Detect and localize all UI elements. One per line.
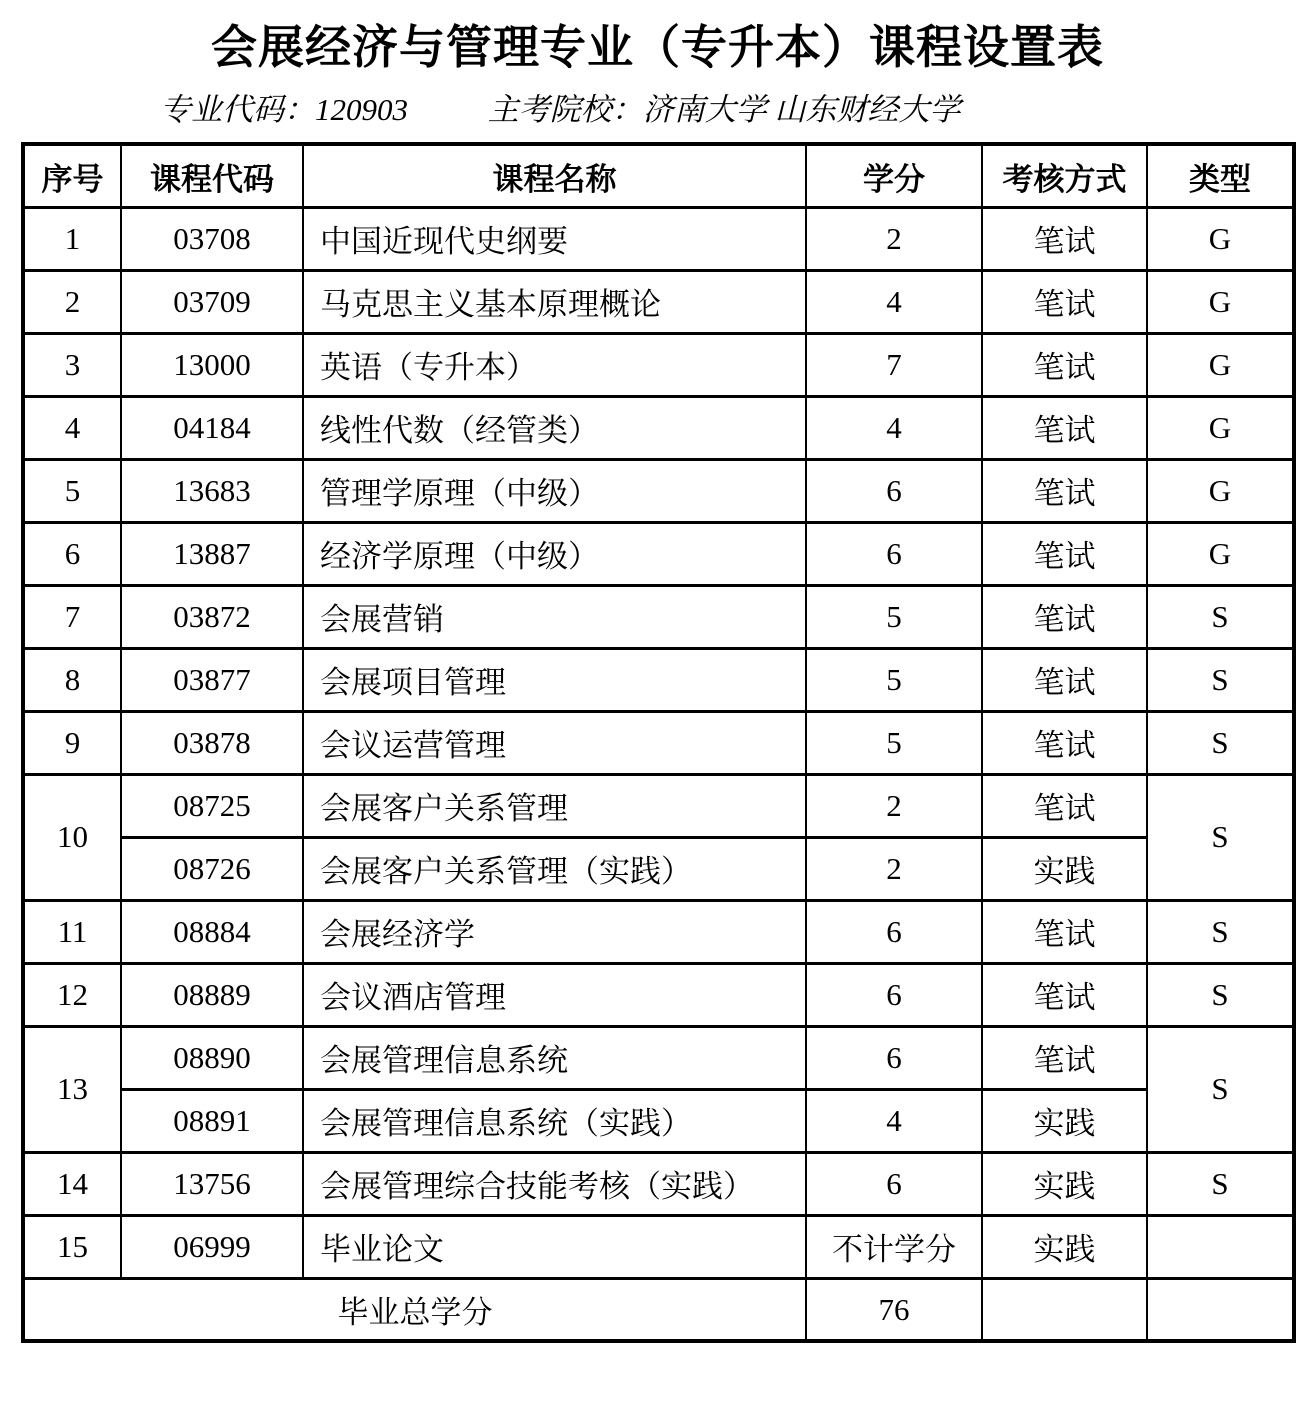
- seq-cell: 4: [23, 396, 121, 459]
- credits-cell: 6: [806, 1152, 982, 1215]
- total-credits-cell: 76: [806, 1278, 982, 1341]
- table-row: [23, 711, 1294, 774]
- seq-cell: 3: [23, 333, 121, 396]
- course-code-cell: 03878: [121, 711, 303, 774]
- course-name-cell: 会展管理信息系统: [303, 1026, 806, 1089]
- course-code-cell: 13000: [121, 333, 303, 396]
- document-page: [0, 20, 1315, 1405]
- course-code-cell: 03709: [121, 270, 303, 333]
- credits-cell: 2: [806, 837, 982, 900]
- host-school-label: 主考院校：: [487, 92, 643, 128]
- major-code: [160, 92, 408, 127]
- credits-cell: 5: [806, 585, 982, 648]
- seq-cell: 12: [23, 963, 121, 1026]
- exam-method-cell: 笔试: [982, 396, 1147, 459]
- type-cell: S: [1147, 900, 1294, 963]
- course-name-cell: 会展经济学: [303, 900, 806, 963]
- course-name-cell: 会展营销: [303, 585, 806, 648]
- course-name-cell: 马克思主义基本原理概论: [303, 270, 806, 333]
- seq-cell: 11: [23, 900, 121, 963]
- course-code-cell: 06999: [121, 1215, 303, 1278]
- seq-cell: 8: [23, 648, 121, 711]
- seq-cell: 5: [23, 459, 121, 522]
- exam-method-cell: 实践: [982, 837, 1147, 900]
- header-type: 类型: [1147, 144, 1294, 207]
- exam-method-cell: 笔试: [982, 585, 1147, 648]
- credits-cell: 不计学分: [806, 1215, 982, 1278]
- course-table-body: [23, 207, 1294, 1341]
- exam-method-cell: 笔试: [982, 207, 1147, 270]
- type-cell: S: [1147, 711, 1294, 774]
- course-code-cell: 03877: [121, 648, 303, 711]
- credits-cell: 6: [806, 900, 982, 963]
- course-name-cell: 经济学原理（中级）: [303, 522, 806, 585]
- header-row: [23, 144, 1294, 207]
- credits-cell: 6: [806, 1026, 982, 1089]
- table-row: [23, 207, 1294, 270]
- type-cell: [1147, 1278, 1294, 1341]
- course-table-head: [23, 144, 1294, 207]
- credits-cell: 4: [806, 396, 982, 459]
- credits-cell: 5: [806, 711, 982, 774]
- seq-cell: 14: [23, 1152, 121, 1215]
- type-cell: S: [1147, 774, 1294, 900]
- table-row: [23, 396, 1294, 459]
- course-name-cell: 会展管理综合技能考核（实践）: [303, 1152, 806, 1215]
- header-course-code: 课程代码: [121, 144, 303, 207]
- table-row: [23, 837, 1294, 900]
- course-code-cell: 08884: [121, 900, 303, 963]
- exam-method-cell: 实践: [982, 1215, 1147, 1278]
- credits-cell: 6: [806, 963, 982, 1026]
- seq-cell: 9: [23, 711, 121, 774]
- course-code-cell: 08726: [121, 837, 303, 900]
- course-code-cell: 13887: [121, 522, 303, 585]
- type-cell: S: [1147, 1026, 1294, 1152]
- exam-method-cell: 笔试: [982, 333, 1147, 396]
- table-row: [23, 270, 1294, 333]
- course-code-cell: 13683: [121, 459, 303, 522]
- footer-label-cell: 毕业总学分: [23, 1278, 806, 1341]
- course-name-cell: 会展管理信息系统（实践）: [303, 1089, 806, 1152]
- type-cell: G: [1147, 333, 1294, 396]
- type-cell: S: [1147, 648, 1294, 711]
- table-row: [23, 900, 1294, 963]
- course-name-cell: 会议运营管理: [303, 711, 806, 774]
- type-cell: G: [1147, 522, 1294, 585]
- course-name-cell: 英语（专升本）: [303, 333, 806, 396]
- major-code-label: 专业代码：: [160, 92, 315, 128]
- table-row: [23, 459, 1294, 522]
- credits-cell: 6: [806, 459, 982, 522]
- course-name-cell: 毕业论文: [303, 1215, 806, 1278]
- seq-cell: 15: [23, 1215, 121, 1278]
- type-cell: [1147, 1215, 1294, 1278]
- course-name-cell: 会展项目管理: [303, 648, 806, 711]
- exam-method-cell: 笔试: [982, 900, 1147, 963]
- course-code-cell: 08890: [121, 1026, 303, 1089]
- course-code-cell: 08891: [121, 1089, 303, 1152]
- table-row: [23, 1278, 1294, 1341]
- exam-method-cell: 实践: [982, 1152, 1147, 1215]
- course-name-cell: 会展客户关系管理（实践）: [303, 837, 806, 900]
- table-row: [23, 774, 1294, 837]
- exam-method-cell: 笔试: [982, 522, 1147, 585]
- table-row: [23, 648, 1294, 711]
- table-row: [23, 963, 1294, 1026]
- course-table: [21, 142, 1296, 1343]
- exam-method-cell: [982, 1278, 1147, 1341]
- host-schools: [488, 92, 961, 127]
- type-cell: G: [1147, 396, 1294, 459]
- table-row: [23, 522, 1294, 585]
- table-row: [23, 1215, 1294, 1278]
- table-row: [23, 1026, 1294, 1089]
- exam-method-cell: 笔试: [982, 648, 1147, 711]
- exam-method-cell: 笔试: [982, 963, 1147, 1026]
- header-exam-method: 考核方式: [982, 144, 1147, 207]
- table-row: [23, 1152, 1294, 1215]
- seq-cell: 13: [23, 1026, 121, 1152]
- seq-cell: 1: [23, 207, 121, 270]
- type-cell: S: [1147, 963, 1294, 1026]
- credits-cell: 4: [806, 270, 982, 333]
- seq-cell: 2: [23, 270, 121, 333]
- type-cell: G: [1147, 270, 1294, 333]
- header-course-name: 课程名称: [303, 144, 806, 207]
- type-cell: S: [1147, 1152, 1294, 1215]
- credits-cell: 7: [806, 333, 982, 396]
- course-code-cell: 03872: [121, 585, 303, 648]
- exam-method-cell: 实践: [982, 1089, 1147, 1152]
- course-name-cell: 会展客户关系管理: [303, 774, 806, 837]
- course-name-cell: 中国近现代史纲要: [303, 207, 806, 270]
- credits-cell: 6: [806, 522, 982, 585]
- host-school-value: 济南大学 山东财经大学: [642, 92, 961, 128]
- table-row: [23, 1089, 1294, 1152]
- exam-method-cell: 笔试: [982, 459, 1147, 522]
- type-cell: G: [1147, 459, 1294, 522]
- document-meta-line: [0, 91, 1315, 128]
- exam-method-cell: 笔试: [982, 711, 1147, 774]
- exam-method-cell: 笔试: [982, 270, 1147, 333]
- seq-cell: 7: [23, 585, 121, 648]
- credits-cell: 5: [806, 648, 982, 711]
- type-cell: S: [1147, 585, 1294, 648]
- header-credits: 学分: [806, 144, 982, 207]
- course-code-cell: 04184: [121, 396, 303, 459]
- course-name-cell: 会议酒店管理: [303, 963, 806, 1026]
- course-code-cell: 08889: [121, 963, 303, 1026]
- table-row: [23, 333, 1294, 396]
- credits-cell: 2: [806, 207, 982, 270]
- major-code-value: 120903: [315, 92, 408, 128]
- exam-method-cell: 笔试: [982, 1026, 1147, 1089]
- credits-cell: 4: [806, 1089, 982, 1152]
- course-name-cell: 线性代数（经管类）: [303, 396, 806, 459]
- header-seq: 序号: [23, 144, 121, 207]
- type-cell: G: [1147, 207, 1294, 270]
- course-name-cell: 管理学原理（中级）: [303, 459, 806, 522]
- exam-method-cell: 笔试: [982, 774, 1147, 837]
- course-code-cell: 03708: [121, 207, 303, 270]
- credits-cell: 2: [806, 774, 982, 837]
- course-code-cell: 13756: [121, 1152, 303, 1215]
- seq-cell: 10: [23, 774, 121, 900]
- course-code-cell: 08725: [121, 774, 303, 837]
- page-title: 会展经济与管理专业（专升本）课程设置表: [211, 21, 1104, 73]
- seq-cell: 6: [23, 522, 121, 585]
- table-row: [23, 585, 1294, 648]
